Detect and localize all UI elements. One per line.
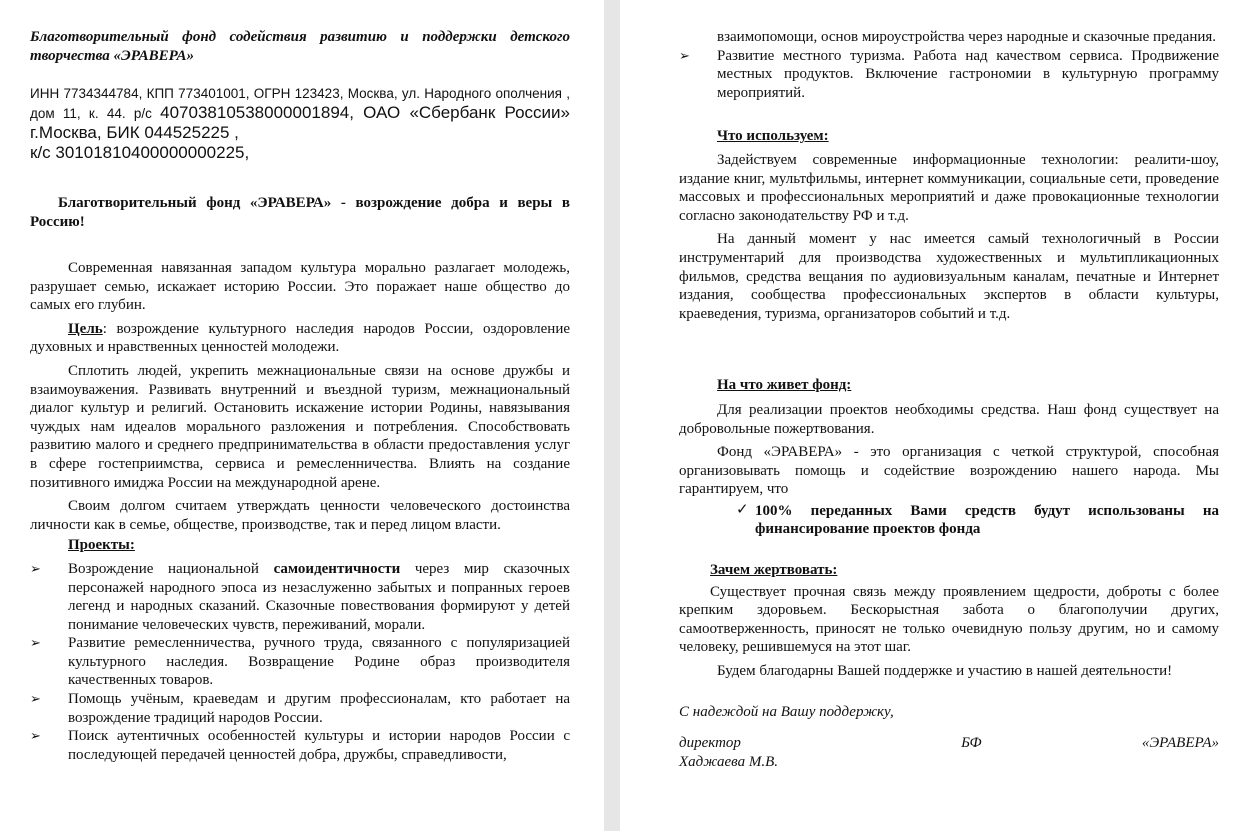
requisites-text: ИНН 7734344784, КПП 773401001, ОГРН 123423, Москва, ул. Народного ополчения , дом 11, к. 44. р/с <box>30 86 570 121</box>
guarantee-item: ✓ 100% переданных Вами средств будут использованы на финансирование проектов фонда <box>736 501 1219 538</box>
fund-header-title: Благотворительный фонд содействия развитию и поддержки детского творчества «ЭРАВЕРА» <box>30 29 570 64</box>
requisites-block <box>30 84 570 163</box>
signature-org-name: «ЭРАВЕРА» <box>1141 735 1219 752</box>
requisites-line-1 <box>30 84 570 143</box>
signature-role: директор <box>679 735 741 752</box>
arrowhead-bullet-icon: ➢ <box>30 560 41 576</box>
why-paragraph: Существует прочная связь между проявлением щедрости, доброты с более крепким здоровьем. Бескорыстная забота о благополучии других, самоотверженность, приносят не только очевидную пользу другим, но и самому человеку, решившемуся на этот шаг. <box>679 583 1219 656</box>
duty-paragraph: Своим долгом считаем утверждать ценности человеческого достоинства личности как в семье, обществе, производстве, так и перед лицом власти. <box>30 498 570 533</box>
arrowhead-bullet-icon: ➢ <box>30 728 41 744</box>
arrowhead-bullet-icon: ➢ <box>679 47 690 63</box>
thanks-paragraph: Будем благодарны Вашей поддержке и участию в нашей деятельности! <box>717 663 1173 680</box>
intro-paragraph: Современная навязанная западом культура морально разлагает молодежь, разрушает семью, искажает историю России. Это поражает наше общество до самых его глубин. <box>30 260 570 314</box>
tools-heading: Что используем: <box>717 128 829 145</box>
closing-line: С надеждой на Вашу поддержку, <box>679 703 894 720</box>
list-item: взаимопомощи, основ мироустройства через народные и сказочные предания. <box>717 29 1217 45</box>
page-gap <box>604 0 620 831</box>
tools-paragraph-1: Задействуем современные информационные технологии: реалити-шоу, издание книг, мультфильмы, интернет коммуникации, социальные сети, проведение массовых и профессиональных мероприятий и даже провокационные технологии согласно законодательству РФ и т.д. <box>679 151 1219 224</box>
list-item: ➢ Поиск аутентичных особенностей культуры и истории народов России с последующей передачей ценностей добра, дружбы, справедливости, <box>30 728 570 763</box>
arrowhead-bullet-icon: ➢ <box>30 635 41 651</box>
signature-name: Хаджаева М.В. <box>679 753 778 770</box>
signature-org-type: БФ <box>961 735 982 752</box>
document-page-right <box>620 0 1242 831</box>
funding-paragraph-2: Фонд «ЭРАВЕРА» - это организация с четкой структурой, способная организовывать помощь и содействие возрождению нашего народа. Мы гарантируем, что <box>679 444 1219 498</box>
arrowhead-bullet-icon: ➢ <box>30 691 41 707</box>
goal-label: Цель <box>68 320 103 337</box>
headline: Благотворительный фонд «ЭРАВЕРА» - возрождение добра и веры в Россию! <box>30 195 570 230</box>
right-body <box>679 28 1219 771</box>
tools-paragraph-2: На данный момент у нас имеется самый технологичный в России инструментарий для производства художественных и мультипликационных фильмов, средства вещания по аудиовизуальным каналам, печатные и Интернет издания, сообщества профессиональных экспертов в области культуры, краеведения, туризма, организаторов событий и т.д. <box>679 231 1219 322</box>
goal-paragraph <box>30 320 570 357</box>
document-page-left <box>0 0 604 831</box>
list-item: ➢ Помощь учёным, краеведам и другим профессионалам, кто работает на возрождение традиций народов России. <box>30 691 570 726</box>
list-item: ➢ Развитие ремесленничества, ручного труда, связанного с популяризацией культурного наследия. Возвращение Родине образ производителя качественных товаров. <box>30 635 570 689</box>
why-heading: Зачем жертвовать: <box>710 562 838 579</box>
funding-heading: На что живет фонд: <box>717 377 852 394</box>
requisites-account: 40703810538000001894, ОАО «Сбербанк России» г.Москва, БИК 044525225 , <box>30 103 570 142</box>
signature-row <box>679 734 1219 753</box>
projects-list-continued <box>679 28 1219 102</box>
checkmark-icon: ✓ <box>736 501 749 518</box>
projects-heading: Проекты: <box>68 537 135 554</box>
left-body <box>30 259 570 764</box>
projects-list <box>30 560 570 765</box>
list-item: ➢ Возрождение национальной самоидентичности через мир сказочных персонажей народного эпоса из незаслуженно забытых и попранных героев легенд и народных сказаний. Сказочные повествования формируют у детей понимание человеческих чувств, переживаний, морали. <box>30 560 570 633</box>
goal-text: : возрождение культурного наследия народов России, оздоровление духовных и нравственных ценностей молодежи. <box>30 320 570 356</box>
funding-paragraph-1: Для реализации проектов необходимы средства. Наш фонд существует на добровольные пожертвования. <box>679 401 1219 437</box>
requisites-correspondent-account: к/с 30101810400000000225, <box>30 143 250 162</box>
unite-paragraph: Сплотить людей, укрепить межнациональные связи на основе дружбы и взаимоуважения. Развивать внутренний и въездной туризм, межнациональный диалог культур и религий. Остановить искажение истории Родины, навязывания чуждых нам идеалов морального разложения и потребления. Способствовать развитию малого и среднего предпринимательства в области предоставления услуг в сфере гостеприимства, сервиса и ремесленничества. Влиять на создание позитивного имиджа России на международной арене. <box>30 362 570 491</box>
list-item: ➢ Развитие местного туризма. Работа над качеством сервиса. Продвижение местных продуктов. Включение гастрономии в культурную программу мероприятий. <box>679 47 1219 101</box>
